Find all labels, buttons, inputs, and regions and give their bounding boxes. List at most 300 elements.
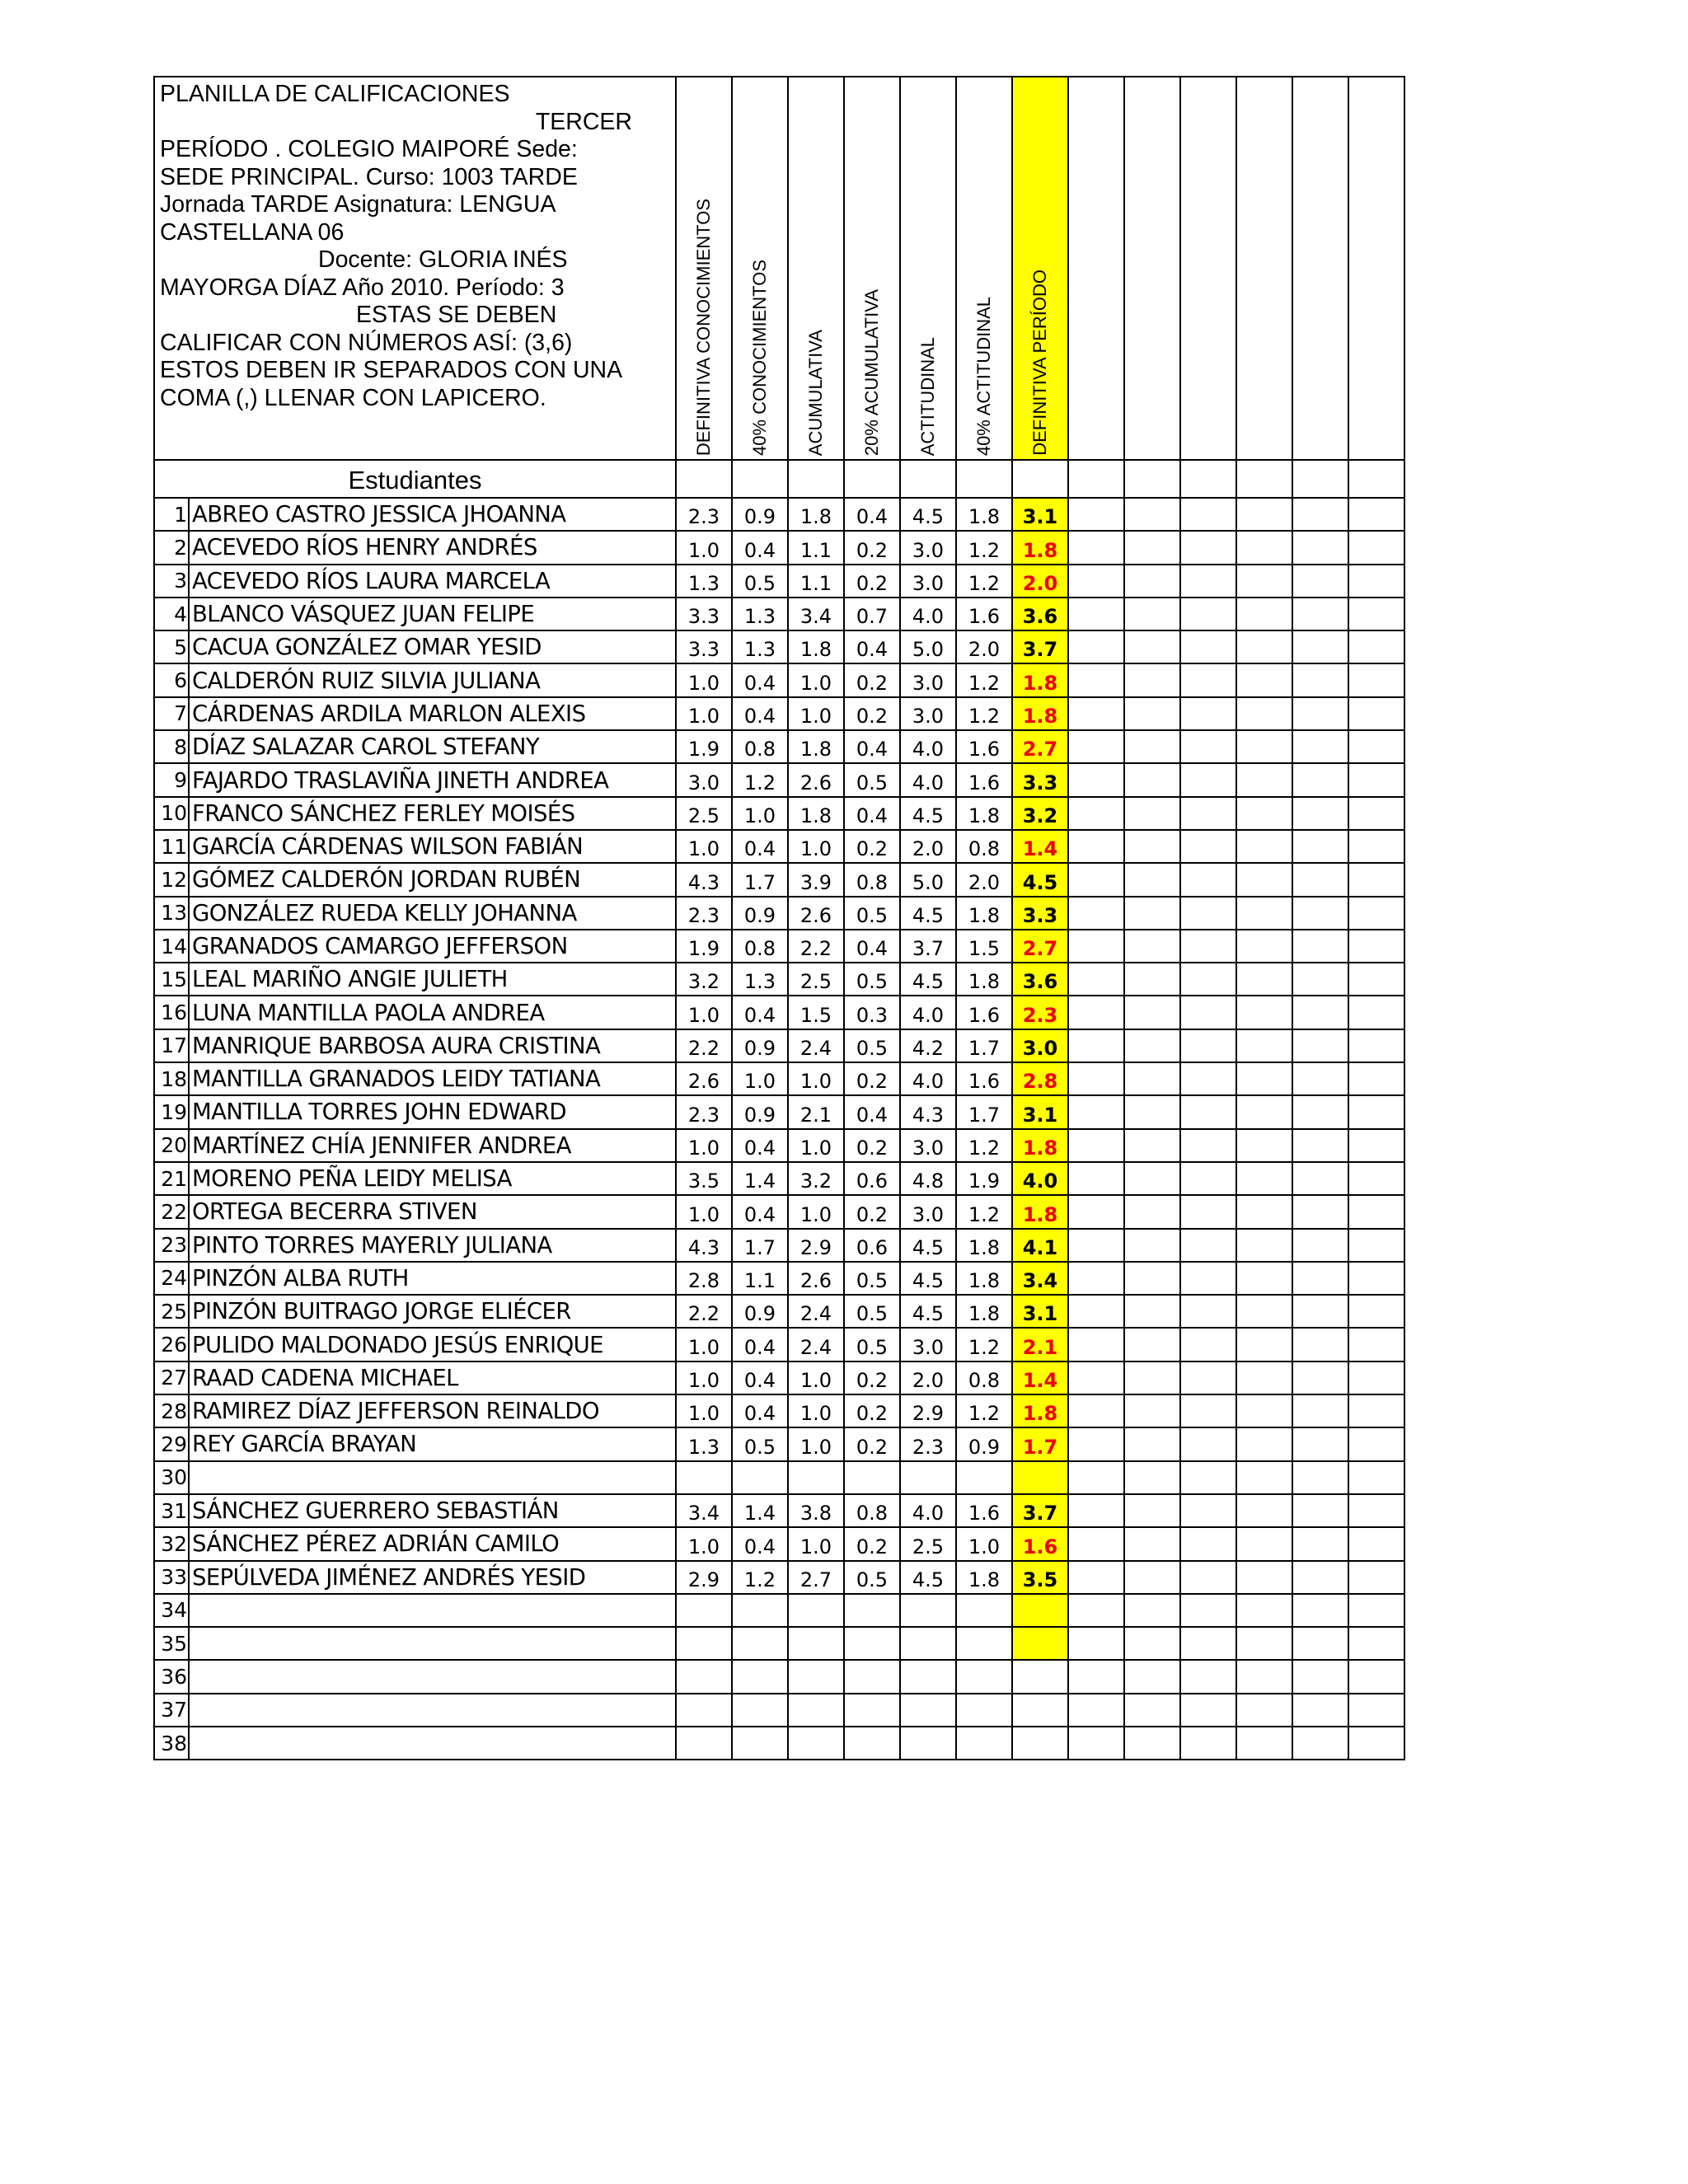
empty-cell[interactable] <box>1068 1195 1124 1228</box>
grade-cell[interactable]: 1.0 <box>788 1195 844 1228</box>
final-grade-cell[interactable]: 3.0 <box>1012 1029 1068 1062</box>
grade-cell[interactable]: 2.5 <box>676 797 732 830</box>
empty-cell[interactable] <box>1068 460 1124 498</box>
grade-cell[interactable]: 0.2 <box>844 1527 900 1560</box>
grade-cell[interactable]: 2.0 <box>956 630 1012 663</box>
final-grade-cell[interactable] <box>1012 1660 1068 1693</box>
grade-cell[interactable]: 3.0 <box>900 531 956 564</box>
empty-cell[interactable] <box>1124 1262 1180 1295</box>
grade-cell[interactable]: 4.0 <box>900 1494 956 1527</box>
empty-cell[interactable] <box>1348 1394 1404 1427</box>
grade-cell[interactable]: 3.0 <box>900 1195 956 1228</box>
empty-cell[interactable] <box>1124 1527 1180 1560</box>
empty-cell[interactable] <box>1292 1461 1348 1494</box>
grade-cell[interactable]: 0.2 <box>844 697 900 730</box>
final-grade-cell[interactable] <box>1012 1627 1068 1660</box>
empty-cell[interactable] <box>1348 1694 1404 1727</box>
grade-cell[interactable] <box>788 1627 844 1660</box>
grade-cell[interactable]: 0.4 <box>732 531 788 564</box>
empty-cell[interactable] <box>1236 1660 1292 1693</box>
grade-cell[interactable]: 1.0 <box>788 1427 844 1460</box>
empty-cell[interactable] <box>1236 1694 1292 1727</box>
grade-cell[interactable]: 1.5 <box>956 930 1012 963</box>
final-grade-cell[interactable]: 3.4 <box>1012 1262 1068 1295</box>
grade-cell[interactable]: 0.4 <box>732 1527 788 1560</box>
grade-cell[interactable] <box>788 1660 844 1693</box>
empty-cell[interactable] <box>1068 1561 1124 1594</box>
grade-cell[interactable]: 0.2 <box>844 1361 900 1394</box>
empty-cell[interactable] <box>1236 1494 1292 1527</box>
empty-cell[interactable] <box>1236 1195 1292 1228</box>
empty-cell[interactable] <box>1348 1029 1404 1062</box>
empty-cell[interactable] <box>1292 1727 1348 1760</box>
final-grade-cell[interactable]: 1.8 <box>1012 1129 1068 1162</box>
empty-cell[interactable] <box>1068 630 1124 663</box>
empty-cell[interactable] <box>1124 1195 1180 1228</box>
empty-cell[interactable] <box>1180 996 1236 1029</box>
empty-cell[interactable] <box>1124 1295 1180 1328</box>
empty-cell[interactable] <box>1068 598 1124 630</box>
empty-cell[interactable] <box>1348 531 1404 564</box>
empty-cell[interactable] <box>1236 1727 1292 1760</box>
grade-cell[interactable]: 0.5 <box>844 1029 900 1062</box>
empty-cell[interactable] <box>1292 498 1348 531</box>
empty-cell[interactable] <box>1236 565 1292 598</box>
grade-cell[interactable]: 1.8 <box>956 498 1012 531</box>
empty-cell[interactable] <box>1292 1494 1348 1527</box>
grade-cell[interactable]: 0.2 <box>844 565 900 598</box>
final-grade-cell[interactable]: 2.7 <box>1012 930 1068 963</box>
grade-cell[interactable]: 0.6 <box>844 1162 900 1195</box>
empty-cell[interactable] <box>1348 1062 1404 1095</box>
empty-cell[interactable] <box>1292 930 1348 963</box>
empty-cell[interactable] <box>1068 863 1124 896</box>
grade-cell[interactable]: 0.8 <box>732 930 788 963</box>
grade-cell[interactable]: 0.4 <box>732 697 788 730</box>
student-name[interactable] <box>189 1627 676 1660</box>
grade-cell[interactable]: 4.5 <box>900 1229 956 1262</box>
empty-cell[interactable] <box>1180 897 1236 930</box>
grade-cell[interactable]: 3.9 <box>788 863 844 896</box>
grade-cell[interactable]: 2.8 <box>676 1262 732 1295</box>
empty-cell[interactable] <box>1180 1660 1236 1693</box>
grade-cell[interactable]: 1.9 <box>676 930 732 963</box>
empty-cell[interactable] <box>1236 1295 1292 1328</box>
empty-cell[interactable] <box>1292 963 1348 996</box>
grade-cell[interactable]: 1.8 <box>956 897 1012 930</box>
grade-cell[interactable]: 0.4 <box>732 1129 788 1162</box>
empty-cell[interactable] <box>1348 1727 1404 1760</box>
grade-cell[interactable]: 2.9 <box>788 1229 844 1262</box>
student-name[interactable]: CALDERÓN RUIZ SILVIA JULIANA <box>189 663 676 696</box>
grade-cell[interactable]: 1.0 <box>788 1129 844 1162</box>
empty-cell[interactable] <box>1348 1295 1404 1328</box>
empty-cell[interactable] <box>1068 1062 1124 1095</box>
empty-cell[interactable] <box>1124 1594 1180 1627</box>
empty-cell[interactable] <box>1180 1162 1236 1195</box>
empty-cell[interactable] <box>1124 863 1180 896</box>
student-name[interactable]: ABREO CASTRO JESSICA JHOANNA <box>189 498 676 531</box>
empty-cell[interactable] <box>1124 1129 1180 1162</box>
grade-cell[interactable] <box>788 1694 844 1727</box>
empty-cell[interactable] <box>1068 1594 1124 1627</box>
empty-cell[interactable] <box>1348 863 1404 896</box>
grade-cell[interactable]: 2.0 <box>956 863 1012 896</box>
student-name[interactable]: ORTEGA BECERRA STIVEN <box>189 1195 676 1228</box>
grade-cell[interactable]: 1.0 <box>676 1394 732 1427</box>
empty-cell[interactable] <box>1292 863 1348 896</box>
empty-cell[interactable] <box>1348 1660 1404 1693</box>
grade-cell[interactable] <box>676 1660 732 1693</box>
grade-cell[interactable]: 1.4 <box>732 1494 788 1527</box>
empty-cell[interactable] <box>1124 531 1180 564</box>
grade-cell[interactable] <box>900 1627 956 1660</box>
empty-cell[interactable] <box>1236 1162 1292 1195</box>
grade-cell[interactable]: 0.5 <box>844 1328 900 1361</box>
empty-cell[interactable] <box>1292 1062 1348 1095</box>
empty-cell[interactable] <box>1124 697 1180 730</box>
empty-cell[interactable] <box>844 460 900 498</box>
empty-header-cell[interactable] <box>1348 77 1404 460</box>
empty-cell[interactable] <box>1292 1229 1348 1262</box>
empty-cell[interactable] <box>1348 1427 1404 1460</box>
empty-cell[interactable] <box>1124 1394 1180 1427</box>
empty-cell[interactable] <box>1180 630 1236 663</box>
grade-cell[interactable]: 0.4 <box>732 663 788 696</box>
empty-cell[interactable] <box>1180 1062 1236 1095</box>
grade-cell[interactable]: 0.9 <box>732 1295 788 1328</box>
grade-cell[interactable] <box>732 1660 788 1693</box>
empty-cell[interactable] <box>1124 1461 1180 1494</box>
grade-cell[interactable] <box>844 1594 900 1627</box>
empty-cell[interactable] <box>1180 1394 1236 1427</box>
final-grade-cell[interactable]: 3.5 <box>1012 1561 1068 1594</box>
empty-cell[interactable] <box>1236 1229 1292 1262</box>
grade-cell[interactable]: 0.9 <box>732 897 788 930</box>
grade-cell[interactable]: 0.8 <box>956 1361 1012 1394</box>
grade-cell[interactable]: 1.2 <box>732 1561 788 1594</box>
grade-cell[interactable]: 4.5 <box>900 1295 956 1328</box>
grade-cell[interactable]: 1.0 <box>676 996 732 1029</box>
empty-cell[interactable] <box>1180 963 1236 996</box>
grade-cell[interactable]: 4.0 <box>900 996 956 1029</box>
empty-cell[interactable] <box>1124 1427 1180 1460</box>
grade-cell[interactable]: 0.8 <box>844 1494 900 1527</box>
empty-cell[interactable] <box>1180 1029 1236 1062</box>
empty-cell[interactable] <box>1068 1328 1124 1361</box>
grade-cell[interactable]: 2.9 <box>900 1394 956 1427</box>
grade-cell[interactable]: 0.8 <box>844 863 900 896</box>
empty-cell[interactable] <box>1124 996 1180 1029</box>
grade-cell[interactable]: 1.0 <box>788 663 844 696</box>
grade-cell[interactable]: 5.0 <box>900 630 956 663</box>
grade-cell[interactable]: 1.7 <box>732 863 788 896</box>
empty-cell[interactable] <box>1348 565 1404 598</box>
empty-cell[interactable] <box>1348 1594 1404 1627</box>
grade-cell[interactable]: 4.5 <box>900 963 956 996</box>
empty-cell[interactable] <box>1180 1627 1236 1660</box>
empty-cell[interactable] <box>1292 630 1348 663</box>
student-name[interactable]: MARTÍNEZ CHÍA JENNIFER ANDREA <box>189 1129 676 1162</box>
grade-cell[interactable]: 1.2 <box>956 1129 1012 1162</box>
grade-cell[interactable] <box>956 1727 1012 1760</box>
empty-cell[interactable] <box>1236 830 1292 863</box>
final-grade-cell[interactable]: 3.6 <box>1012 598 1068 630</box>
student-name[interactable]: MANRIQUE BARBOSA AURA CRISTINA <box>189 1029 676 1062</box>
student-name[interactable] <box>189 1727 676 1760</box>
student-name[interactable]: LUNA MANTILLA PAOLA ANDREA <box>189 996 676 1029</box>
grade-cell[interactable]: 0.4 <box>844 630 900 663</box>
empty-cell[interactable] <box>1068 1129 1124 1162</box>
empty-cell[interactable] <box>1348 498 1404 531</box>
grade-cell[interactable]: 3.8 <box>788 1494 844 1527</box>
empty-cell[interactable] <box>1180 498 1236 531</box>
empty-cell[interactable] <box>1292 1328 1348 1361</box>
student-name[interactable]: GÓMEZ CALDERÓN JORDAN RUBÉN <box>189 863 676 896</box>
grade-cell[interactable]: 1.0 <box>676 531 732 564</box>
grade-cell[interactable]: 1.7 <box>956 1029 1012 1062</box>
empty-cell[interactable] <box>1124 930 1180 963</box>
grade-cell[interactable] <box>844 1660 900 1693</box>
empty-header-cell[interactable] <box>1236 77 1292 460</box>
student-name[interactable]: MORENO PEÑA LEIDY MELISA <box>189 1162 676 1195</box>
empty-cell[interactable] <box>1180 697 1236 730</box>
grade-cell[interactable]: 0.4 <box>732 1195 788 1228</box>
empty-cell[interactable] <box>1180 1129 1236 1162</box>
empty-cell[interactable] <box>1180 1328 1236 1361</box>
empty-cell[interactable] <box>1124 1029 1180 1062</box>
empty-cell[interactable] <box>1292 565 1348 598</box>
empty-cell[interactable] <box>1292 1195 1348 1228</box>
empty-cell[interactable] <box>1180 1461 1236 1494</box>
empty-cell[interactable] <box>1348 1129 1404 1162</box>
final-grade-cell[interactable]: 4.0 <box>1012 1162 1068 1195</box>
empty-cell[interactable] <box>1236 697 1292 730</box>
empty-cell[interactable] <box>1068 1427 1124 1460</box>
grade-cell[interactable]: 0.4 <box>844 1095 900 1128</box>
final-grade-cell[interactable]: 2.3 <box>1012 996 1068 1029</box>
final-grade-cell[interactable]: 1.8 <box>1012 697 1068 730</box>
empty-cell[interactable] <box>676 460 732 498</box>
empty-cell[interactable] <box>1180 730 1236 763</box>
grade-cell[interactable] <box>676 1461 732 1494</box>
grade-cell[interactable]: 1.0 <box>676 1361 732 1394</box>
grade-cell[interactable]: 2.7 <box>788 1561 844 1594</box>
grade-cell[interactable]: 3.2 <box>676 963 732 996</box>
grade-cell[interactable]: 2.6 <box>676 1062 732 1095</box>
grade-cell[interactable]: 4.0 <box>900 598 956 630</box>
student-name[interactable]: RAMIREZ DÍAZ JEFFERSON REINALDO <box>189 1394 676 1427</box>
empty-cell[interactable] <box>1180 663 1236 696</box>
student-name[interactable]: MANTILLA TORRES JOHN EDWARD <box>189 1095 676 1128</box>
grade-cell[interactable]: 0.5 <box>844 1295 900 1328</box>
empty-cell[interactable] <box>1348 763 1404 796</box>
empty-cell[interactable] <box>1348 460 1404 498</box>
empty-cell[interactable] <box>1180 930 1236 963</box>
grade-cell[interactable]: 0.5 <box>844 763 900 796</box>
empty-cell[interactable] <box>1124 1627 1180 1660</box>
grade-cell[interactable]: 4.5 <box>900 797 956 830</box>
student-name[interactable]: PULIDO MALDONADO JESÚS ENRIQUE <box>189 1328 676 1361</box>
grade-cell[interactable]: 1.0 <box>788 1062 844 1095</box>
empty-cell[interactable] <box>1236 663 1292 696</box>
student-name[interactable]: LEAL MARIÑO ANGIE JULIETH <box>189 963 676 996</box>
grade-cell[interactable]: 1.0 <box>788 697 844 730</box>
student-name[interactable]: GRANADOS CAMARGO JEFFERSON <box>189 930 676 963</box>
empty-cell[interactable] <box>1068 897 1124 930</box>
grade-cell[interactable]: 1.1 <box>788 531 844 564</box>
empty-cell[interactable] <box>1236 963 1292 996</box>
final-grade-cell[interactable]: 3.7 <box>1012 1494 1068 1527</box>
empty-cell[interactable] <box>1292 763 1348 796</box>
grade-cell[interactable]: 2.3 <box>676 897 732 930</box>
empty-cell[interactable] <box>1236 1328 1292 1361</box>
empty-cell[interactable] <box>1348 897 1404 930</box>
grade-cell[interactable]: 0.3 <box>844 996 900 1029</box>
empty-cell[interactable] <box>1236 1627 1292 1660</box>
grade-cell[interactable]: 2.4 <box>788 1328 844 1361</box>
empty-cell[interactable] <box>1348 1095 1404 1128</box>
grade-cell[interactable]: 3.0 <box>900 1129 956 1162</box>
empty-cell[interactable] <box>1180 565 1236 598</box>
grade-cell[interactable]: 2.6 <box>788 763 844 796</box>
empty-cell[interactable] <box>1236 630 1292 663</box>
empty-cell[interactable] <box>1236 730 1292 763</box>
grade-cell[interactable]: 4.5 <box>900 1262 956 1295</box>
final-grade-cell[interactable]: 1.8 <box>1012 1394 1068 1427</box>
grade-cell[interactable]: 1.3 <box>732 598 788 630</box>
grade-cell[interactable]: 4.0 <box>900 730 956 763</box>
empty-cell[interactable] <box>1348 1561 1404 1594</box>
empty-cell[interactable] <box>1180 1694 1236 1727</box>
grade-cell[interactable] <box>956 1694 1012 1727</box>
student-name[interactable] <box>189 1461 676 1494</box>
empty-header-cell[interactable] <box>1068 77 1124 460</box>
empty-cell[interactable] <box>1124 963 1180 996</box>
empty-cell[interactable] <box>1180 1594 1236 1627</box>
final-grade-cell[interactable] <box>1012 1461 1068 1494</box>
grade-cell[interactable]: 0.4 <box>844 498 900 531</box>
grade-cell[interactable]: 1.6 <box>956 730 1012 763</box>
grade-cell[interactable]: 0.4 <box>732 1361 788 1394</box>
grade-cell[interactable]: 1.9 <box>676 730 732 763</box>
grade-cell[interactable]: 0.4 <box>844 797 900 830</box>
grade-cell[interactable]: 1.8 <box>956 1561 1012 1594</box>
student-name[interactable]: PINZÓN ALBA RUTH <box>189 1262 676 1295</box>
final-grade-cell[interactable]: 1.6 <box>1012 1527 1068 1560</box>
grade-cell[interactable]: 0.9 <box>732 498 788 531</box>
empty-cell[interactable] <box>1068 1295 1124 1328</box>
grade-cell[interactable]: 1.7 <box>956 1095 1012 1128</box>
student-name[interactable]: PINTO TORRES MAYERLY JULIANA <box>189 1229 676 1262</box>
empty-header-cell[interactable] <box>1180 77 1236 460</box>
empty-cell[interactable] <box>1068 930 1124 963</box>
empty-cell[interactable] <box>1180 598 1236 630</box>
empty-cell[interactable] <box>1180 1262 1236 1295</box>
grade-cell[interactable]: 0.2 <box>844 830 900 863</box>
empty-cell[interactable] <box>1124 830 1180 863</box>
empty-cell[interactable] <box>1236 1361 1292 1394</box>
student-name[interactable]: SEPÚLVEDA JIMÉNEZ ANDRÉS YESID <box>189 1561 676 1594</box>
empty-cell[interactable] <box>1292 730 1348 763</box>
final-grade-cell[interactable] <box>1012 1727 1068 1760</box>
student-name[interactable]: BLANCO VÁSQUEZ JUAN FELIPE <box>189 598 676 630</box>
grade-cell[interactable]: 1.8 <box>956 1262 1012 1295</box>
empty-cell[interactable] <box>1124 797 1180 830</box>
empty-cell[interactable] <box>1068 1627 1124 1660</box>
grade-cell[interactable]: 1.0 <box>676 1328 732 1361</box>
empty-cell[interactable] <box>1348 1162 1404 1195</box>
grade-cell[interactable]: 3.3 <box>676 630 732 663</box>
empty-cell[interactable] <box>1124 1694 1180 1727</box>
empty-cell[interactable] <box>1348 630 1404 663</box>
empty-cell[interactable] <box>1292 1427 1348 1460</box>
empty-cell[interactable] <box>1348 996 1404 1029</box>
grade-cell[interactable]: 1.2 <box>956 1328 1012 1361</box>
grade-cell[interactable]: 0.4 <box>732 1328 788 1361</box>
empty-cell[interactable] <box>1124 897 1180 930</box>
empty-cell[interactable] <box>1292 1394 1348 1427</box>
grade-cell[interactable] <box>844 1694 900 1727</box>
grade-cell[interactable] <box>732 1694 788 1727</box>
grade-cell[interactable]: 1.8 <box>788 797 844 830</box>
empty-cell[interactable] <box>1348 930 1404 963</box>
empty-cell[interactable] <box>1348 1461 1404 1494</box>
grade-cell[interactable]: 0.5 <box>844 1561 900 1594</box>
empty-cell[interactable] <box>1236 498 1292 531</box>
final-grade-cell[interactable]: 1.4 <box>1012 830 1068 863</box>
student-name[interactable]: DÍAZ SALAZAR CAROL STEFANY <box>189 730 676 763</box>
grade-cell[interactable] <box>956 1594 1012 1627</box>
grade-cell[interactable]: 2.3 <box>676 1095 732 1128</box>
empty-cell[interactable] <box>1068 763 1124 796</box>
empty-cell[interactable] <box>1292 1029 1348 1062</box>
grade-cell[interactable]: 4.3 <box>676 863 732 896</box>
empty-cell[interactable] <box>1068 1727 1124 1760</box>
grade-cell[interactable]: 0.8 <box>956 830 1012 863</box>
final-grade-cell[interactable]: 3.3 <box>1012 763 1068 796</box>
grade-cell[interactable]: 1.6 <box>956 1062 1012 1095</box>
grade-cell[interactable]: 2.6 <box>788 1262 844 1295</box>
grade-cell[interactable] <box>900 1727 956 1760</box>
empty-cell[interactable] <box>1292 1527 1348 1560</box>
final-grade-cell[interactable]: 2.7 <box>1012 730 1068 763</box>
grade-cell[interactable] <box>900 1594 956 1627</box>
grade-cell[interactable]: 1.0 <box>732 797 788 830</box>
grade-cell[interactable] <box>956 1461 1012 1494</box>
grade-cell[interactable] <box>956 1627 1012 1660</box>
final-grade-cell[interactable] <box>1012 1694 1068 1727</box>
grade-cell[interactable]: 0.5 <box>844 897 900 930</box>
grade-cell[interactable]: 1.0 <box>676 1129 732 1162</box>
student-name[interactable]: ACEVEDO RÍOS LAURA MARCELA <box>189 565 676 598</box>
grade-cell[interactable]: 1.2 <box>956 697 1012 730</box>
grade-cell[interactable]: 1.5 <box>788 996 844 1029</box>
grade-cell[interactable]: 1.2 <box>732 763 788 796</box>
empty-cell[interactable] <box>1292 1627 1348 1660</box>
grade-cell[interactable] <box>676 1594 732 1627</box>
grade-cell[interactable]: 4.3 <box>676 1229 732 1262</box>
grade-cell[interactable]: 2.3 <box>676 498 732 531</box>
student-name[interactable] <box>189 1660 676 1693</box>
empty-cell[interactable] <box>1180 1494 1236 1527</box>
empty-cell[interactable] <box>1236 1561 1292 1594</box>
student-name[interactable]: CACUA GONZÁLEZ OMAR YESID <box>189 630 676 663</box>
final-grade-cell[interactable]: 3.1 <box>1012 1095 1068 1128</box>
empty-cell[interactable] <box>1348 1229 1404 1262</box>
empty-cell[interactable] <box>1124 1229 1180 1262</box>
empty-cell[interactable] <box>1348 697 1404 730</box>
